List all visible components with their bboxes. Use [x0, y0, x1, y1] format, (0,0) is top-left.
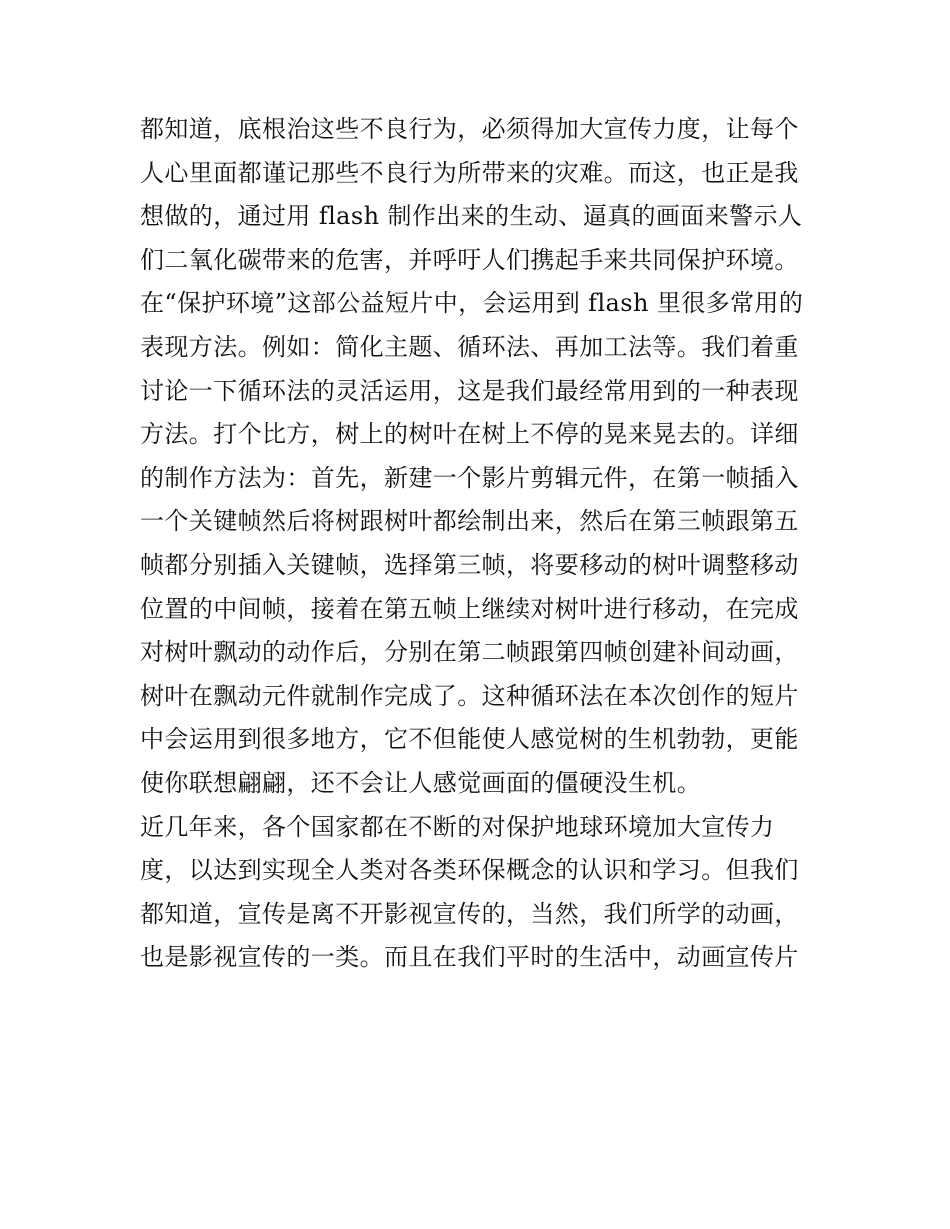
body-text	[140, 108, 830, 980]
text-line: 也是影视宣传的一类。而且在我们平时的生活中，动画宣传片	[140, 943, 799, 972]
text-line: 度，以达到实现全人类对各类环保概念的认识和学习。但我们	[140, 856, 799, 885]
text-line: 帧都分别插入关键帧，选择第三帧，将要移动的树叶调整移动	[140, 550, 799, 579]
text-line: 讨论一下循环法的灵活运用，这是我们最经常用到的一种表现	[140, 376, 799, 405]
text-line: 方法。打个比方，树上的树叶在树上不停的晃来晃去的。详细	[140, 420, 799, 449]
text-line: 对树叶飘动的动作后，分别在第二帧跟第四帧创建补间动画，	[140, 638, 799, 667]
text-line: 的制作方法为：首先，新建一个影片剪辑元件，在第一帧插入	[140, 463, 799, 492]
text-line: 人心里面都谨记那些不良行为所带来的灾难。而这，也正是我	[140, 158, 799, 187]
text-line: 位置的中间帧，接着在第五帧上继续对树叶进行移动，在完成	[140, 594, 799, 623]
text-line: 使你联想翩翩，还不会让人感觉画面的僵硬没生机。	[140, 768, 702, 797]
text-line: 一个关键帧然后将树跟树叶都绘制出来，然后在第三帧跟第五	[140, 507, 799, 536]
text-line: 想做的，通过用 flash 制作出来的生动、逼真的画面来警示人	[140, 202, 803, 231]
text-line: 们二氧化碳带来的危害，并呼吁人们携起手来共同保护环境。	[140, 245, 799, 274]
text-line: 近几年来，各个国家都在不断的对保护地球环境加大宣传力	[140, 812, 775, 841]
text-line: 都知道，宣传是离不开影视宣传的，当然，我们所学的动画，	[140, 899, 799, 928]
text-line: 在“保护环境”这部公益短片中，会运用到 flash 里很多常用的	[140, 289, 804, 318]
text-line: 树叶在飘动元件就制作完成了。这种循环法在本次创作的短片	[140, 681, 799, 710]
text-line: 表现方法。例如：简化主题、循环法、再加工法等。我们着重	[140, 332, 799, 361]
text-line: 都知道，底根治这些不良行为，必须得加大宣传力度，让每个	[140, 115, 799, 143]
text-line: 中会运用到很多地方，它不但能使人感觉树的生机勃勃，更能	[140, 725, 799, 754]
